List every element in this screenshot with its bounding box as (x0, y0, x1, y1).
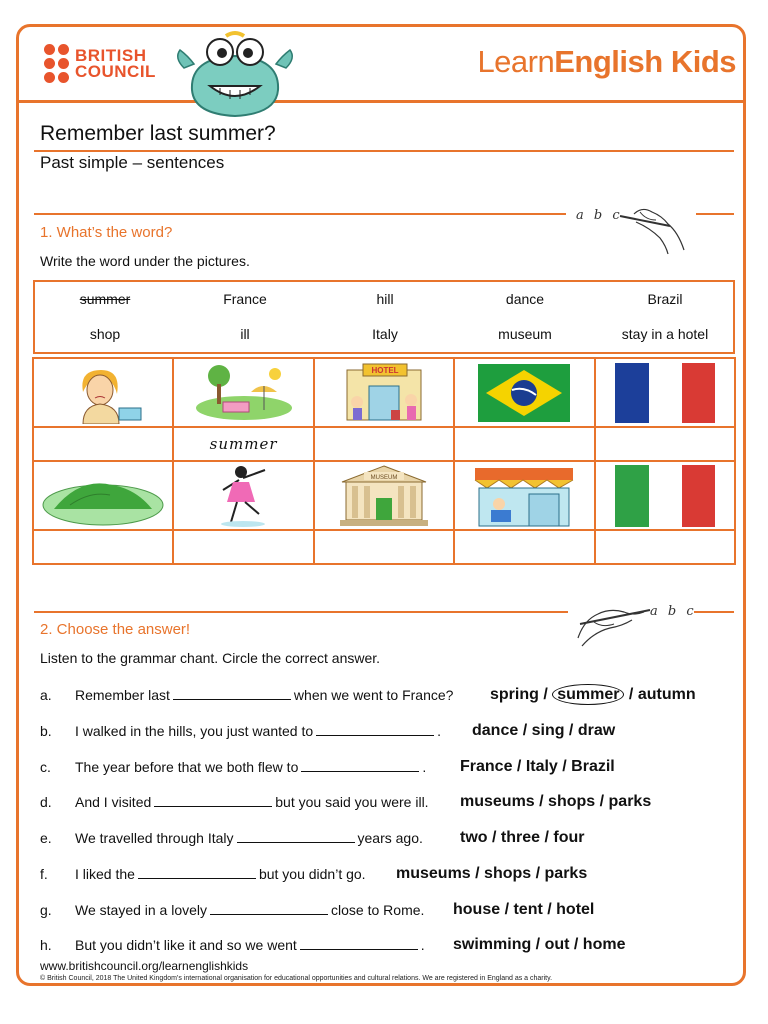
question-d (40, 794, 730, 814)
british-council-dots-icon (44, 44, 69, 83)
question-f (40, 866, 730, 886)
answer-options: museums / shops / parks (396, 865, 588, 882)
question-text: . (437, 723, 442, 739)
answer-cell[interactable] (454, 530, 594, 564)
answer-cell[interactable] (173, 427, 313, 461)
question-text: . (420, 937, 425, 953)
answer-options: house / tent / hotel (453, 901, 595, 918)
answer-cell[interactable] (314, 427, 454, 461)
question-letter: b. (40, 723, 52, 739)
answer-cell[interactable] (314, 530, 454, 564)
word-bank-item: ill (240, 326, 250, 342)
word-bank-item: Brazil (647, 291, 683, 307)
picture-cell (33, 358, 173, 427)
summer-picnic-picture (189, 362, 299, 424)
section1-rule-right (696, 213, 734, 215)
section2-rule-left (34, 611, 568, 613)
page-subtitle: Past simple – sentences (40, 153, 225, 172)
word-bank-item: museum (498, 326, 552, 342)
option[interactable]: swimming (453, 936, 532, 953)
option[interactable]: out (544, 936, 570, 953)
answer-options: France / Italy / Brazil (460, 758, 615, 775)
option[interactable]: shops (484, 865, 532, 882)
answer-cell[interactable] (595, 427, 735, 461)
answer-options: spring / summer / autumn (490, 686, 696, 703)
option[interactable]: shops (548, 793, 596, 810)
section1-rule-left (34, 213, 566, 215)
question-text: But you didn’t like it and so we went (75, 937, 297, 953)
answer-blank[interactable] (154, 794, 272, 807)
word-bank-item: summer (79, 291, 131, 307)
answer-blank[interactable] (138, 866, 256, 879)
question-a (40, 687, 730, 707)
picture-cell (454, 461, 594, 530)
monster-mascot-icon (170, 28, 300, 124)
hotel-picture (329, 362, 439, 424)
answer-blank[interactable] (301, 759, 419, 772)
word-bank-item: stay in a hotel (621, 326, 709, 342)
picture-cell (33, 461, 173, 530)
bc-line2: COUNCIL (75, 61, 156, 81)
section2-rule-right (694, 611, 734, 613)
question-text: but you didn’t go. (258, 866, 366, 882)
section2-heading: 2. Choose the answer! (40, 621, 191, 638)
hill-picture (40, 465, 166, 527)
picture-cell (454, 358, 594, 427)
answer-blank[interactable] (210, 902, 328, 915)
title-divider (34, 150, 734, 152)
option[interactable]: hotel (556, 901, 595, 918)
option[interactable]: France (460, 758, 513, 775)
question-letter: c. (40, 759, 51, 775)
hotel-sign-text: HOTEL (371, 365, 399, 375)
answer-blank[interactable] (173, 687, 291, 700)
option[interactable]: Brazil (571, 758, 615, 775)
italy-flag-icon (613, 464, 717, 528)
picture-cell (595, 358, 735, 427)
answer-text: summer (209, 435, 278, 453)
page-title: Remember last summer? (40, 122, 276, 145)
option[interactable]: sing (531, 722, 565, 739)
writing-hand-icon (616, 198, 688, 256)
header-divider (16, 100, 746, 103)
option[interactable]: four (553, 829, 585, 846)
section2-instruction: Listen to the grammar chant. Circle the correct answer. (40, 650, 381, 666)
question-text: And I visited (75, 794, 152, 810)
question-letter: d. (40, 794, 52, 810)
shop-picture (469, 464, 579, 528)
picture-grid (32, 357, 736, 565)
answer-blank[interactable] (316, 723, 434, 736)
option[interactable]: spring (490, 686, 539, 703)
option[interactable]: parks (608, 793, 652, 810)
word-bank-item: Italy (372, 326, 398, 342)
lek-english: English (554, 44, 663, 79)
picture-cell (173, 358, 313, 427)
option[interactable]: draw (577, 722, 616, 739)
answer-cell[interactable] (173, 530, 313, 564)
word-bank (33, 280, 735, 354)
question-text: We travelled through Italy (75, 830, 234, 846)
option[interactable]: three (500, 829, 541, 846)
british-council-logo (44, 44, 156, 83)
question-text: I walked in the hills, you just wanted to (75, 723, 314, 739)
lek-kids: Kids (670, 44, 736, 79)
word-bank-item: France (223, 291, 267, 307)
museum-picture (334, 464, 434, 528)
answer-cell[interactable] (33, 530, 173, 564)
word-bank-item: hill (376, 291, 394, 307)
brazil-flag-icon (476, 362, 572, 424)
question-text: close to Rome. (331, 902, 425, 918)
writing-hand-icon (574, 598, 654, 654)
section2-abc-label: a b c (650, 604, 697, 619)
question-letter: f. (40, 866, 48, 882)
question-text: years ago. (357, 830, 423, 846)
option[interactable]: home (582, 936, 626, 953)
picture-cell (595, 461, 735, 530)
option[interactable]: museums (396, 865, 471, 882)
option[interactable]: autumn (637, 686, 696, 703)
option[interactable]: tent (513, 901, 543, 918)
question-h (40, 937, 730, 957)
answer-cell[interactable] (595, 530, 735, 564)
museum-sign-text: MUSEUM (370, 474, 398, 481)
section1-instruction: Write the word under the pictures. (40, 253, 250, 269)
answer-cell[interactable] (454, 427, 594, 461)
option[interactable]: house (453, 901, 501, 918)
answer-options: swimming / out / home (453, 936, 626, 953)
section1-heading: 1. What’s the word? (40, 224, 173, 241)
france-flag-icon (613, 362, 717, 424)
word-bank-item: shop (89, 326, 121, 342)
answer-cell[interactable] (33, 427, 173, 461)
lek-learn: Learn (477, 44, 555, 79)
answer-blank[interactable] (300, 937, 418, 950)
question-text: but you said you were ill. (275, 794, 429, 810)
dance-picture (209, 464, 279, 528)
question-letter: a. (40, 687, 52, 703)
question-letter: g. (40, 902, 52, 918)
question-letter: h. (40, 937, 52, 953)
bc-line1: BRITISH (75, 45, 147, 65)
question-text: I liked the (75, 866, 135, 882)
footer-copyright: © British Council, 2018 The United Kingdom’s international organisation for educational opportunities and cultural relations. We are registered in England as a charity. (40, 975, 553, 982)
question-text: Remember last (75, 687, 170, 703)
picture-cell (173, 461, 313, 530)
footer-url[interactable]: www.britishcouncil.org/learnenglishkids (40, 959, 249, 973)
question-text: We stayed in a lovely (75, 902, 208, 918)
option[interactable]: museums (460, 793, 535, 810)
picture-cell (314, 461, 454, 530)
answer-options: museums / shops / parks (460, 793, 652, 810)
question-text: The year before that we both flew to (75, 759, 299, 775)
question-letter: e. (40, 830, 52, 846)
question-text: when we went to France? (293, 687, 454, 703)
option[interactable]: dance (472, 722, 519, 739)
question-g (40, 902, 730, 922)
question-text: . (422, 759, 427, 775)
option[interactable]: parks (544, 865, 588, 882)
section1-abc-label: a b c (576, 208, 623, 223)
picture-cell (314, 358, 454, 427)
answer-options: dance / sing / draw (472, 722, 616, 739)
learnenglish-kids-logo (477, 44, 736, 80)
option[interactable]: Italy (525, 758, 558, 775)
answer-blank[interactable] (237, 830, 355, 843)
word-bank-item: dance (505, 291, 545, 307)
question-c (40, 759, 730, 779)
option[interactable]: two (460, 829, 488, 846)
answer-options: two / three / four (460, 829, 585, 846)
ill-person-picture (53, 362, 153, 424)
question-b (40, 723, 730, 743)
question-e (40, 830, 730, 850)
option-circled[interactable]: summer (552, 684, 624, 705)
